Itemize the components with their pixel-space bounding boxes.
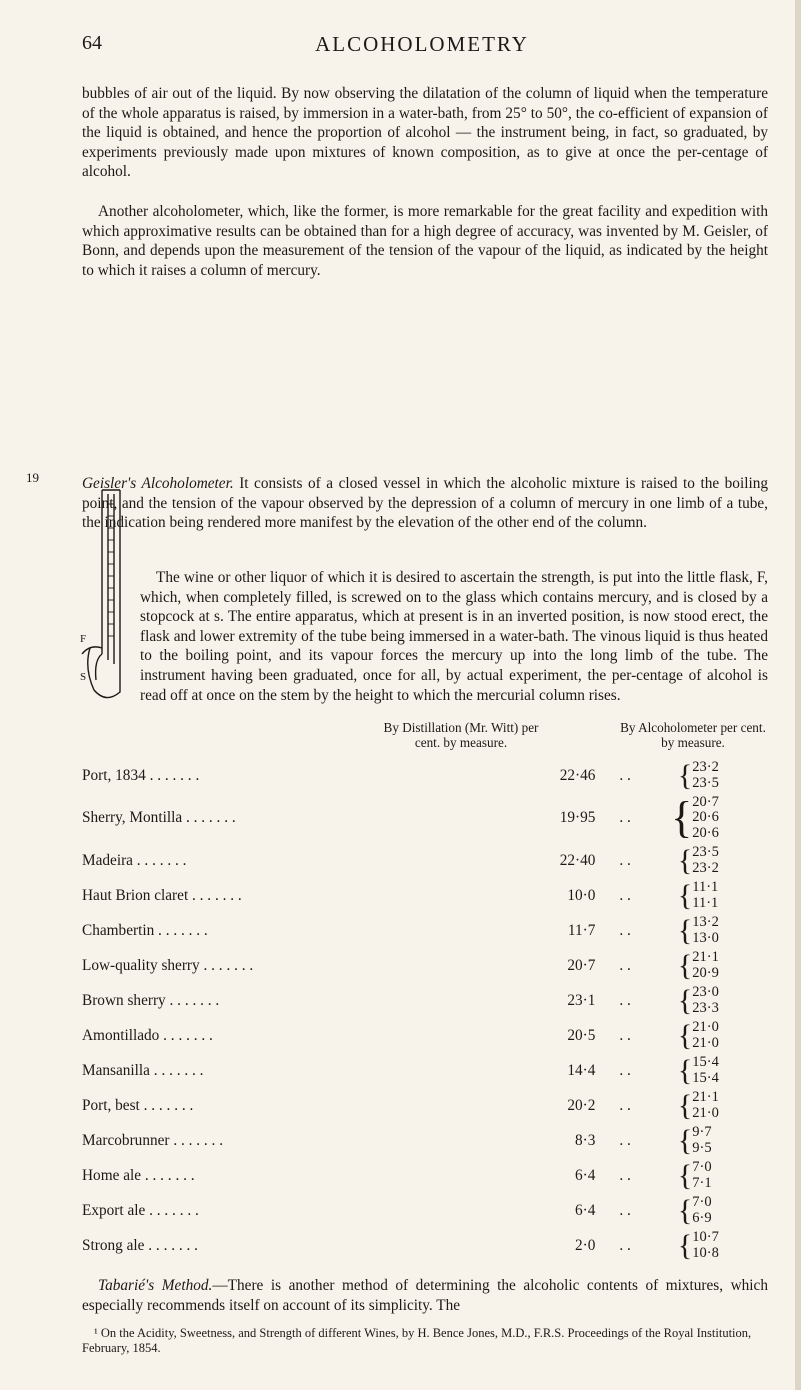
tabarie-body: —There is another method of determining the alcoholic contents of mixtures, which especially recommends itself on account of its simplicity. The <box>82 1277 768 1314</box>
alcoholometer-values <box>692 1193 772 1228</box>
wine-name: Mansanilla . . . . . . . <box>82 1061 204 1079</box>
paragraph-2: Another alcoholometer, which, like the former, is more remarkable for the great facility and expedition with which approximative results can be obtained than for a high degree of accuracy, was invented by M. Geisler, of Bonn, and depends upon the measurement of the tension of the vapour of the liquid, as indicated by the height to which it raises a column of mercury. <box>82 203 768 279</box>
column-header-distillation: By Distillation (Mr. Witt) per cent. by measure. <box>383 720 539 750</box>
leader-dots: . . <box>619 1026 631 1044</box>
table-row <box>82 758 772 793</box>
figure-label-f: F <box>80 633 87 645</box>
wine-name: Madeira . . . . . . . <box>82 851 187 869</box>
brace-icon: { <box>677 878 693 912</box>
wine-name: Brown sherry . . . . . . . <box>82 991 220 1009</box>
wine-name: Sherry, Montilla . . . . . . . <box>82 809 236 826</box>
column-header-alcoholometer: By Alcoholometer per cent. by measure. <box>620 720 766 750</box>
alcoholometer-values <box>692 843 772 878</box>
brace-icon: { <box>677 1158 693 1192</box>
alcoholometer-values <box>692 793 772 843</box>
alcoholometer-value: 7·0 <box>692 1159 712 1175</box>
brace-icon: { <box>671 793 693 842</box>
distillation-value: 22·46 <box>559 766 596 784</box>
table-row <box>82 1158 772 1193</box>
leader-dots: . . <box>619 1096 631 1114</box>
brace-icon: { <box>677 758 693 792</box>
alcoholometer-value: 23·0 <box>692 984 719 1000</box>
distillation-value: 6·4 <box>575 1201 596 1219</box>
alcoholometer-value: 21·0 <box>692 1034 719 1051</box>
leader-dots: . . <box>619 921 631 939</box>
distillation-value: 11·7 <box>567 921 596 939</box>
alcoholometer-value: 23·5 <box>692 844 719 860</box>
alcoholometer-values <box>692 948 772 983</box>
figure-number: 19 <box>26 470 39 485</box>
leader-dots: . . <box>619 1201 631 1219</box>
wine-name: Port, best . . . . . . . <box>82 1096 194 1114</box>
paragraph-3 <box>82 474 768 533</box>
leader-dots: . . <box>619 991 631 1009</box>
alcoholometer-value: 20·7 <box>692 793 719 810</box>
alcoholometer-value: 11·1 <box>692 894 719 911</box>
alcoholometer-value: 7·1 <box>692 1174 712 1191</box>
brace-icon: { <box>677 1228 693 1262</box>
alcoholometer-values <box>692 758 772 793</box>
table-row <box>82 1228 772 1263</box>
table-row <box>82 793 772 843</box>
paragraph-3-body: It consists of a closed vessel in which the alcoholic mixture is raised to the boiling point, and the tension of the vapour observed by the depression of a column of mercury in one limb of a tube, the indication being rendered more manifest by the elevation of the other end of the column. <box>82 475 768 532</box>
paragraph-4-text: The wine or other liquor of which it is desired to ascertain the strength, is put into the little flask, F, which, when completely filled, is screwed on to the glass which contains mercury, and is closed by a stopcock at s. The entire apparatus, which at present is in an inverted position, is now stood erect, the flask and lower extremity of the tube being immersed in a water-bath. The vinous liquid is thus heated to the boiling point, and its vapour forces the mercury up into the long limb of the tube. The instrument having been graduated, once for all, by actual experiment, the per-centage of alcohol is read off at once on the stem by the height to which the mercurial column rises. <box>140 569 768 704</box>
distillation-value: 20·7 <box>567 956 596 974</box>
alcoholometer-value: 9·5 <box>692 1139 712 1156</box>
leader-dots: . . <box>619 1166 631 1184</box>
alcoholometer-value: 20·6 <box>692 809 719 826</box>
table-row <box>82 948 772 983</box>
wine-name: Home ale . . . . . . . <box>82 1166 195 1184</box>
alcoholometer-value: 23·3 <box>692 999 719 1016</box>
table-row <box>82 1123 772 1158</box>
brace-icon: { <box>677 948 693 982</box>
alcoholometer-values <box>692 878 772 913</box>
page-header <box>82 32 762 62</box>
leader-dots: . . <box>619 809 631 826</box>
alcoholometer-value: 21·0 <box>692 1019 719 1035</box>
alcoholometer-values <box>692 1053 772 1088</box>
tabarie-heading: Tabarié's Method. <box>98 1277 213 1294</box>
table-row <box>82 1193 772 1228</box>
table-row <box>82 878 772 913</box>
leader-dots: . . <box>619 886 631 904</box>
alcoholometer-value: 11·1 <box>692 879 719 895</box>
distillation-value: 14·4 <box>567 1061 596 1079</box>
wine-name: Low-quality sherry . . . . . . . <box>82 956 254 974</box>
figure-label-s: S <box>80 671 87 683</box>
paragraph-1: bubbles of air out of the liquid. By now observing the dilatation of the column of liquid when the temperature of the whole apparatus is raised, by immersion in a water-bath, from 25° to 50°, the co-efficient of expansion of the liquid is obtained, and hence the proportion of alcohol — the instrument being, in fact, so graduated, by experiments previously made upon mixtures of known composition, as to give at once the per-centage of alcohol. <box>82 85 768 181</box>
leader-dots: . . <box>619 1061 631 1079</box>
distillation-value: 20·2 <box>567 1096 596 1114</box>
table-row <box>82 1018 772 1053</box>
alcoholometer-value: 6·9 <box>692 1209 712 1226</box>
leader-dots: . . <box>619 851 631 869</box>
alcoholometer-value: 10·8 <box>692 1244 719 1261</box>
table-row <box>82 1088 772 1123</box>
paragraph-4 <box>82 568 768 705</box>
brace-icon: { <box>677 983 693 1017</box>
alcoholometer-value: 20·6 <box>692 824 719 841</box>
alcoholometer-value: 21·0 <box>692 1104 719 1121</box>
alcoholometer-values <box>692 1228 772 1263</box>
leader-dots: . . <box>619 1236 631 1254</box>
footnote: ¹ On the Acidity, Sweetness, and Strength of different Wines, by H. Bence Jones, M.D., F.R.S. Proceedings of the Royal Institution, February, 1854. <box>82 1326 752 1355</box>
distillation-value: 2·0 <box>575 1236 596 1254</box>
running-title: ALCOHOLOMETRY <box>315 32 529 56</box>
brace-icon: { <box>677 1088 693 1122</box>
alcoholometer-values <box>692 1088 772 1123</box>
distillation-value: 10·0 <box>567 886 596 904</box>
distillation-value: 23·1 <box>567 991 596 1009</box>
distillation-value: 6·4 <box>575 1166 596 1184</box>
leader-dots: . . <box>619 956 631 974</box>
table-row <box>82 1053 772 1088</box>
leader-dots: . . <box>619 766 631 784</box>
brace-icon: { <box>677 1018 693 1052</box>
distillation-value: 22·40 <box>559 851 596 869</box>
alcoholometer-values <box>692 1123 772 1158</box>
distillation-value: 8·3 <box>575 1131 596 1149</box>
page-edge <box>795 0 801 1390</box>
brace-icon: { <box>677 1053 693 1087</box>
alcoholometer-values <box>692 1158 772 1193</box>
table-row <box>82 983 772 1018</box>
alcoholometer-value: 20·9 <box>692 964 719 981</box>
alcoholometer-value: 23·5 <box>692 774 719 791</box>
distillation-value: 19·95 <box>559 809 596 826</box>
alcoholometer-values <box>692 913 772 948</box>
brace-icon: { <box>677 843 693 877</box>
alcoholometer-value: 15·4 <box>692 1054 719 1070</box>
alcoholometer-value: 15·4 <box>692 1069 719 1086</box>
brace-icon: { <box>677 1123 693 1157</box>
alcoholometer-value: 13·0 <box>692 929 719 946</box>
wine-name: Haut Brion claret . . . . . . . <box>82 886 242 904</box>
alcoholometer-value: 9·7 <box>692 1124 712 1140</box>
tabarie-paragraph <box>82 1276 768 1315</box>
alcoholometer-value: 10·7 <box>692 1229 719 1245</box>
brace-icon: { <box>677 913 693 947</box>
alcoholometer-values <box>692 983 772 1018</box>
geisler-heading: Geisler's Alcoholometer. <box>82 475 234 492</box>
wine-name: Port, 1834 . . . . . . . <box>82 766 200 784</box>
alcoholometer-values <box>692 1018 772 1053</box>
alcoholometer-value: 23·2 <box>692 759 719 775</box>
page-number: 64 <box>82 32 102 54</box>
alcoholometer-value: 13·2 <box>692 914 719 930</box>
brace-icon: { <box>677 1193 693 1227</box>
wine-name: Marcobrunner . . . . . . . <box>82 1131 224 1149</box>
wine-name: Export ale . . . . . . . <box>82 1201 199 1219</box>
alcoholometer-value: 23·2 <box>692 859 719 876</box>
alcoholometer-value: 21·1 <box>692 1089 719 1105</box>
wine-name: Chambertin . . . . . . . <box>82 921 208 939</box>
alcoholometer-value: 7·0 <box>692 1194 712 1210</box>
wine-name: Strong ale . . . . . . . <box>82 1236 198 1254</box>
wine-name: Amontillado . . . . . . . <box>82 1026 213 1044</box>
table-row <box>82 913 772 948</box>
table-row <box>82 843 772 878</box>
comparison-table <box>82 758 772 1263</box>
distillation-value: 20·5 <box>567 1026 596 1044</box>
leader-dots: . . <box>619 1131 631 1149</box>
alcoholometer-value: 21·1 <box>692 949 719 965</box>
